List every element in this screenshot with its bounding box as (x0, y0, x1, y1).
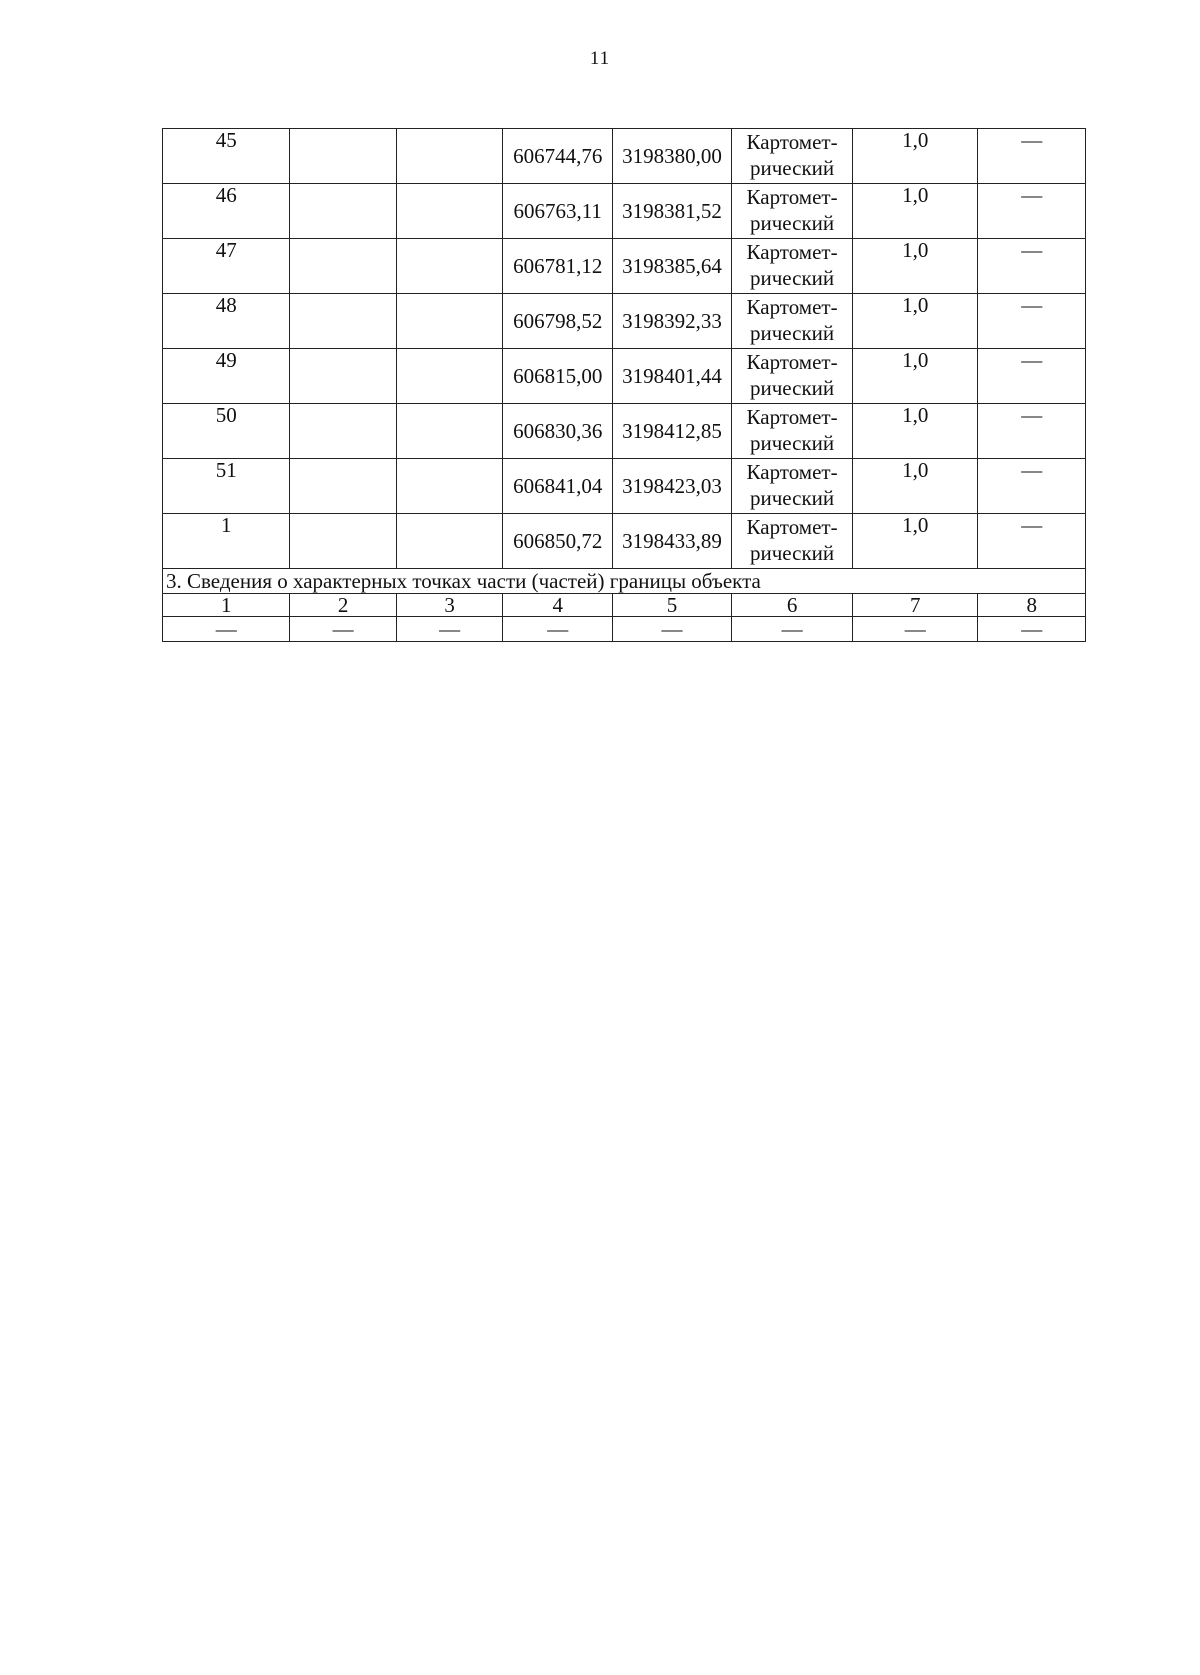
point-number: 1 (163, 514, 290, 569)
section-title-row (163, 569, 1086, 594)
description-dash: — (978, 294, 1086, 349)
y-coordinate: 3198412,85 (613, 404, 732, 459)
empty-cell (290, 239, 397, 294)
empty-cell (396, 294, 503, 349)
table-row (163, 349, 1086, 404)
x-coordinate: 606763,11 (503, 184, 613, 239)
point-number: 45 (163, 129, 290, 184)
y-coordinate: 3198380,00 (613, 129, 732, 184)
empty-cell (290, 129, 397, 184)
empty-cell (290, 349, 397, 404)
dash-cell: — (396, 617, 503, 642)
empty-cell (290, 459, 397, 514)
column-number: 2 (290, 594, 397, 617)
column-number: 5 (613, 594, 732, 617)
table-row (163, 404, 1086, 459)
column-number: 6 (732, 594, 853, 617)
method-cell (732, 184, 853, 239)
method-line-2: рический (749, 486, 835, 510)
y-coordinate: 3198433,89 (613, 514, 732, 569)
description-dash: — (978, 129, 1086, 184)
method-cell (732, 459, 853, 514)
method-line-2: рический (749, 211, 835, 235)
point-number: 46 (163, 184, 290, 239)
point-number: 48 (163, 294, 290, 349)
x-coordinate: 606781,12 (503, 239, 613, 294)
accuracy-value: 1,0 (853, 459, 978, 514)
method-line-1: Картомет- (746, 240, 838, 264)
table-row (163, 459, 1086, 514)
table-row (163, 294, 1086, 349)
y-coordinate: 3198423,03 (613, 459, 732, 514)
empty-data-row (163, 617, 1086, 642)
accuracy-value: 1,0 (853, 294, 978, 349)
table-row (163, 129, 1086, 184)
empty-cell (396, 404, 503, 459)
empty-cell (396, 349, 503, 404)
description-dash: — (978, 184, 1086, 239)
method-line-1: Картомет- (746, 295, 838, 319)
dash-cell: — (978, 617, 1086, 642)
accuracy-value: 1,0 (853, 514, 978, 569)
empty-cell (290, 514, 397, 569)
method-line-1: Картомет- (746, 130, 838, 154)
method-line-2: рический (749, 376, 835, 400)
point-number: 51 (163, 459, 290, 514)
description-dash: — (978, 349, 1086, 404)
dash-cell: — (290, 617, 397, 642)
method-line-2: рический (749, 541, 835, 565)
coordinates-table (162, 128, 1086, 642)
x-coordinate: 606841,04 (503, 459, 613, 514)
method-line-1: Картомет- (746, 405, 838, 429)
method-line-1: Картомет- (746, 350, 838, 374)
description-dash: — (978, 459, 1086, 514)
y-coordinate: 3198392,33 (613, 294, 732, 349)
empty-cell (396, 459, 503, 514)
accuracy-value: 1,0 (853, 184, 978, 239)
description-dash: — (978, 514, 1086, 569)
accuracy-value: 1,0 (853, 404, 978, 459)
description-dash: — (978, 239, 1086, 294)
empty-cell (290, 294, 397, 349)
y-coordinate: 3198381,52 (613, 184, 732, 239)
table-row (163, 514, 1086, 569)
empty-cell (290, 404, 397, 459)
y-coordinate: 3198385,64 (613, 239, 732, 294)
point-number: 47 (163, 239, 290, 294)
method-cell (732, 514, 853, 569)
empty-cell (396, 239, 503, 294)
empty-cell (396, 184, 503, 239)
empty-cell (290, 184, 397, 239)
method-cell (732, 404, 853, 459)
page-number: 11 (589, 48, 611, 69)
column-number: 4 (503, 594, 613, 617)
column-number: 3 (396, 594, 503, 617)
x-coordinate: 606744,76 (503, 129, 613, 184)
dash-cell: — (732, 617, 853, 642)
method-cell (732, 129, 853, 184)
method-line-2: рический (749, 431, 835, 455)
accuracy-value: 1,0 (853, 129, 978, 184)
empty-cell (396, 514, 503, 569)
x-coordinate: 606798,52 (503, 294, 613, 349)
dash-cell: — (163, 617, 290, 642)
method-line-1: Картомет- (746, 185, 838, 209)
description-dash: — (978, 404, 1086, 459)
column-number: 7 (853, 594, 978, 617)
x-coordinate: 606850,72 (503, 514, 613, 569)
method-cell (732, 294, 853, 349)
method-line-1: Картомет- (746, 515, 838, 539)
point-number: 49 (163, 349, 290, 404)
table-row (163, 184, 1086, 239)
column-number: 1 (163, 594, 290, 617)
dash-cell: — (853, 617, 978, 642)
method-line-2: рический (749, 266, 835, 290)
x-coordinate: 606815,00 (503, 349, 613, 404)
empty-cell (396, 129, 503, 184)
method-cell (732, 239, 853, 294)
column-number: 8 (978, 594, 1086, 617)
dash-cell: — (503, 617, 613, 642)
column-number-row (163, 594, 1086, 617)
table-row (163, 239, 1086, 294)
point-number: 50 (163, 404, 290, 459)
dash-cell: — (613, 617, 732, 642)
method-line-2: рический (749, 156, 835, 180)
accuracy-value: 1,0 (853, 239, 978, 294)
method-cell (732, 349, 853, 404)
y-coordinate: 3198401,44 (613, 349, 732, 404)
x-coordinate: 606830,36 (503, 404, 613, 459)
section-3-title: 3. Сведения о характерных точках части (частей) границы объекта (163, 569, 1086, 594)
method-line-1: Картомет- (746, 460, 838, 484)
accuracy-value: 1,0 (853, 349, 978, 404)
method-line-2: рический (749, 321, 835, 345)
